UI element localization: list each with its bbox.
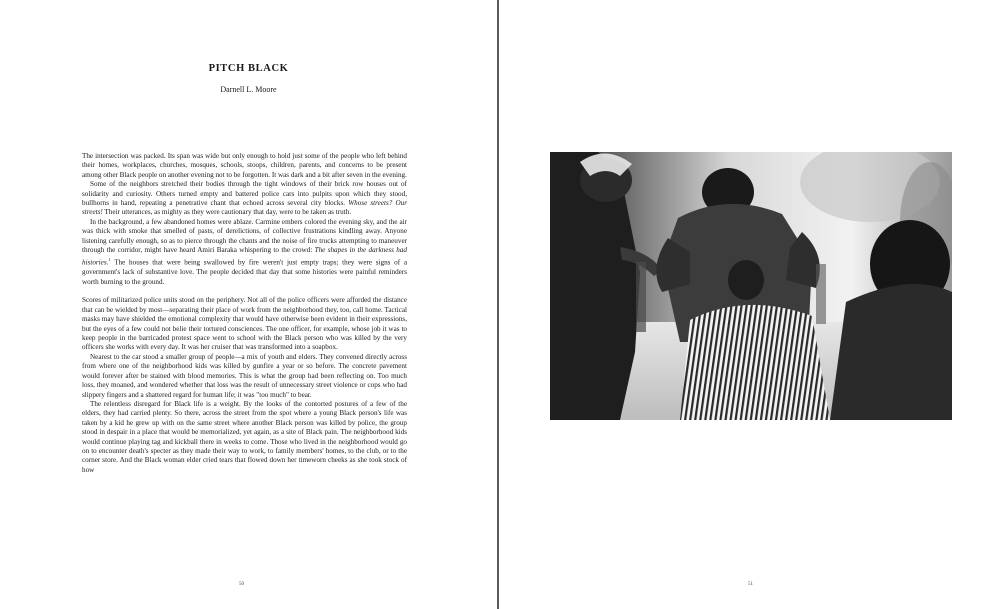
page-number-right: 51 [748, 582, 753, 587]
page-number-left: 50 [239, 582, 244, 587]
essay-title: PITCH BLACK [208, 63, 289, 74]
paragraph-text: Some of the neighbors stretched their bodies through the tight windows of their brick row houses out of solidarity and curiosity. Others turned empty and battered police cars into pulpits upon which they stood, bullhorns in hand, repeating a penetrative chant that echoed across several city blocks. [82, 180, 407, 208]
paragraph-text: In the background, a few abandoned homes were ablaze. Carmine embers colored the evening sky, and the air was thick with smoke that smelled of pasts, of derelictions, of collective frustrations kindling away. Anyone listening carefully enough, so as to pierce through the chants and the noise of fire trucks attempting to maneuver through the corridor, might have heard Amiri Baraka whispering to the crowd: [82, 217, 407, 255]
essay-paragraph [82, 353, 407, 400]
paragraph-text: The intersection was packed. Its span was wide but only enough to hold just some of the people who left behind their homes, workplaces, churches, mosques, schools, stoops, children, parents, and concerns to be present among other Black people on another evening not to be forgotten. It was dark and a bit after seven in the evening. [82, 152, 407, 179]
paragraph-text: Their utterances, as mighty as they were cautionary that day, were to be taken as truth. [102, 208, 352, 217]
barbershop-photo [550, 152, 952, 420]
paragraph-text: The relentless disregard for Black life is a weight. By the looks of the contorted postures of a few of the elders, they had carried plenty. So there, across the street from the spot where a young Black person's life was taken by a kid he grew up with on the same street where another Black person was killed by police, the group stood in despair in a place that would be memorialized, yet again, as a site of Black pain. The neighborhood kids would continue playing tag and kickball there in weeks to come. Those who lived in the neighborhood would go on to encounter death's specter as they made their way to work, to family members' homes, to the club, or to the corner store. And the Black woman elder cried tears that flowed down her timeworn cheeks as she took stock of how [82, 399, 407, 474]
left-page [0, 0, 497, 609]
essay-paragraph [82, 400, 407, 475]
paragraph-text: Whose streets? Our streets! [82, 199, 407, 217]
essay-paragraph [82, 180, 407, 218]
paragraph-text: The houses that were being swallowed by fire weren't just empty traps; they were signs of a government's lack of substantive love. The people decided that day that some histories were painful reminders worth burning to the ground. [82, 258, 407, 286]
footnote-marker: 1 [108, 257, 111, 263]
paragraph-text: The shapes in the darkness had histories. [82, 246, 408, 267]
essay-author: Darnell L. Moore [220, 85, 277, 94]
essay-paragraph [82, 152, 407, 180]
essay-body [82, 152, 407, 475]
essay-paragraph [82, 296, 407, 352]
right-page [499, 0, 996, 609]
paragraph-text: Scores of militarized police units stood on the periphery. Not all of the police officers were afforded the distance that can be wielded by most—separating their place of work from the neighborhood they, too, call home. Tactical masks may have shielded the emotional complexity that would have otherwise been evident in their expressions, but the eyes of a few could not belie their tortured consciences. The one officer, for example, whose job it was to keep people in the barricaded protest space went to school with the Black person who was killed by the very officers she works with every day. It was her cruiser that was transformed into a soapbox. [82, 296, 407, 352]
essay-paragraph [82, 218, 407, 287]
paragraph-text: Nearest to the car stood a smaller group of people—a mix of youth and elders. They convened directly across from where one of the neighborhood kids was killed by gunfire a year or so before. The concrete pavement would forever after be stained with blood memories. This is what the group had been reflecting on. Too much loss, they moaned, and wondered whether that loss was the result of unnecessary street violence or cops who had slippery fingers and a shattered regard for human life; it was "too much" to bear. [82, 352, 407, 399]
